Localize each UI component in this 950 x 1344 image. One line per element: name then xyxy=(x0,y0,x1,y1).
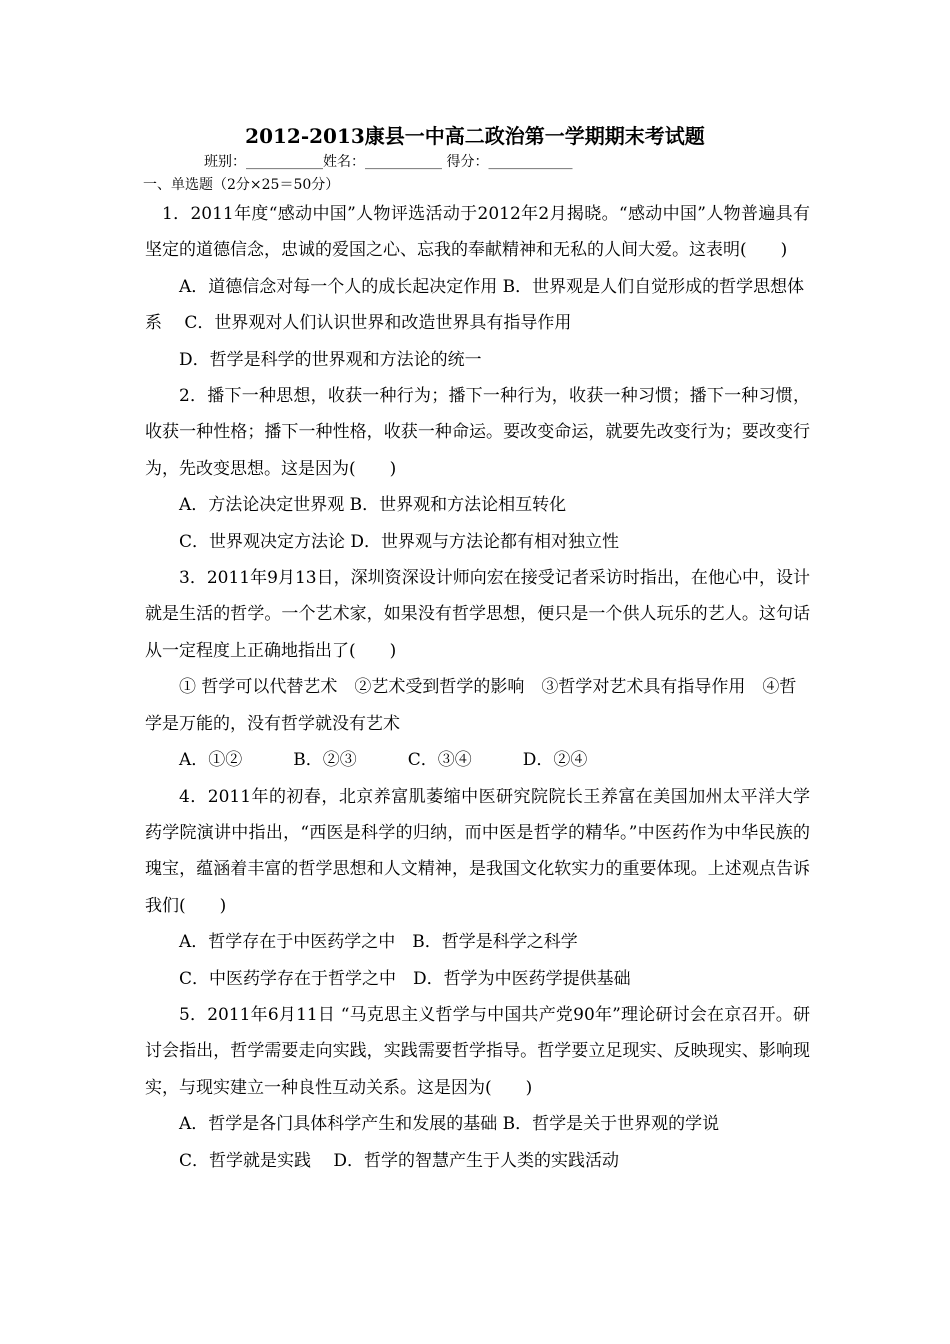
question-options: ① 哲学可以代替艺术 ②艺术受到哲学的影响 ③哲学对艺术具有指导作用 ④哲学是万能的，没有哲学就没有艺术 xyxy=(145,677,797,734)
question-options: A．道德信念对每一个人的成长起决定作用 B．世界观是人们自觉形成的哲学思想体系 C．世界观对人们认识世界和改造世界具有指导作用 xyxy=(145,276,805,334)
question-options: C．世界观决定方法论 D．世界观与方法论都有相对独立性 xyxy=(179,531,620,552)
question-5 xyxy=(145,997,810,1179)
question-stem: 4．2011年的初春，北京养富肌萎缩中医研究院院长王养富在美国加州太平洋大学药学院演讲中指出，“西医是科学的归纳，而中医是哲学的精华。”中医药作为中华民族的瑰宝，蕴涵着丰富的哲学思想和人文精神，是我国文化软实力的重要体现。上述观点告诉我们( ) xyxy=(145,786,810,916)
section-heading: 一、单选题（2分×25＝50分） xyxy=(143,177,340,193)
question-list xyxy=(145,196,810,1179)
question-4 xyxy=(145,779,810,997)
question-3 xyxy=(145,560,810,778)
question-stem: 1．2011年度“感动中国”人物评选活动于2012年2月揭晓。“感动中国”人物普遍具有坚定的道德信念，忠诚的爱国之心、忘我的奉献精神和无私的人间大爱。这表明( ) xyxy=(145,204,810,261)
question-stem: 2．播下一种思想，收获一种行为；播下一种行为，收获一种习惯；播下一种习惯，收获一种性格；播下一种性格，收获一种命运。要改变命运，就要先改变行为；要改变行为，先改变思想。这是因为( ) xyxy=(145,386,810,479)
question-1 xyxy=(145,196,810,378)
question-options: A．①② B．②③ C．③④ D．②④ xyxy=(179,750,588,771)
question-options: A．哲学存在于中医药学之中 B．哲学是科学之科学 xyxy=(179,932,578,953)
question-options: C．中医药学存在于哲学之中 D．哲学为中医药学提供基础 xyxy=(179,968,631,989)
question-2 xyxy=(145,378,810,560)
question-options: A．方法论决定世界观 B．世界观和方法论相互转化 xyxy=(179,495,567,516)
question-stem: 3．2011年9月13日，深圳资深设计师向宏在接受记者采访时指出，在他心中，设计就是生活的哲学。一个艺术家，如果没有哲学思想，便只是一个供人玩乐的艺人。这句话从一定程度上正确地指出了( ) xyxy=(145,568,810,661)
question-options: A．哲学是各门具体科学产生和发展的基础 B．哲学是关于世界观的学说 xyxy=(179,1114,720,1135)
student-info-line: 班别：___________姓名：___________ 得分：____________ xyxy=(204,154,573,170)
question-options: C．哲学就是实践 D．哲学的智慧产生于人类的实践活动 xyxy=(179,1150,620,1171)
question-stem: 5．2011年6月11日 “马克思主义哲学与中国共产党90年”理论研讨会在京召开。研讨会指出，哲学需要走向实践，实践需要哲学指导。哲学要立足现实、反映现实、影响现实，与现实建立一种良性互动关系。这是因为( ) xyxy=(145,1004,810,1098)
page-title: 2012-2013康县一中高二政治第一学期期末考试题 xyxy=(245,124,705,148)
question-options: D．哲学是科学的世界观和方法论的统一 xyxy=(179,349,482,370)
